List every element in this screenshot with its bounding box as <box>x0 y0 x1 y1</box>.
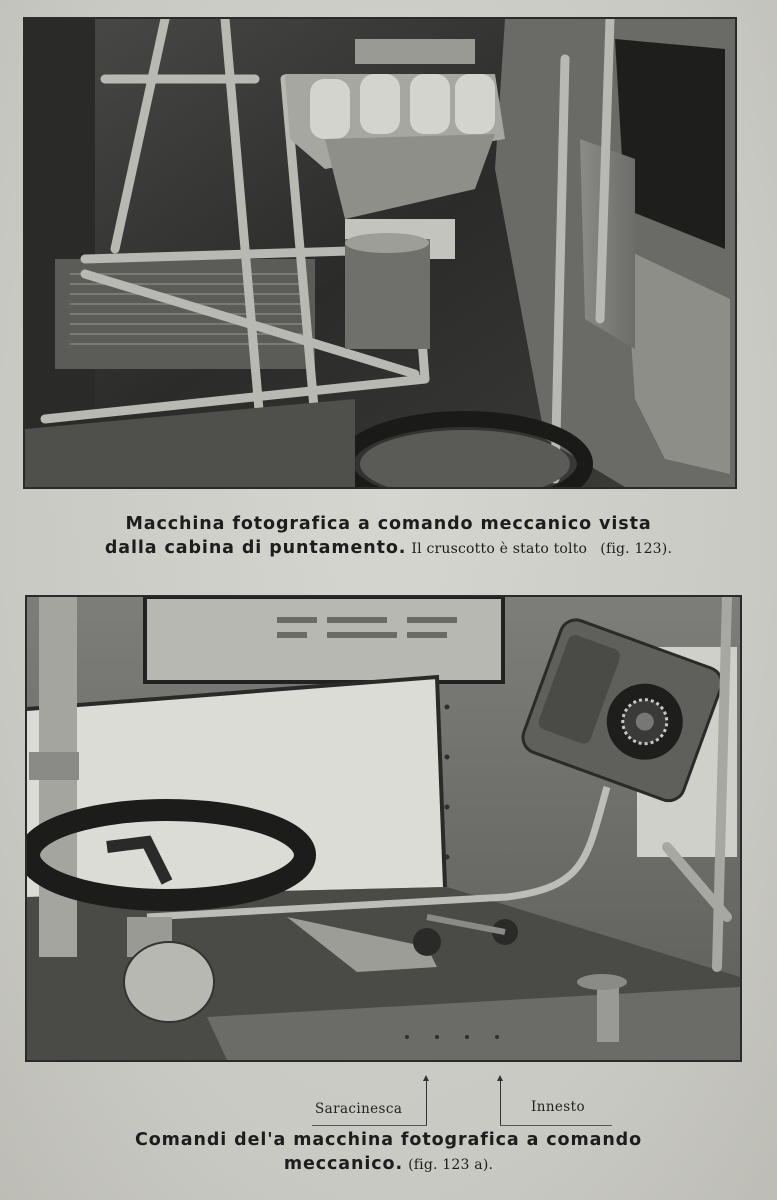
caption-figure-123a <box>0 1128 777 1177</box>
label-saracinesca: Saracinesca <box>315 1101 403 1117</box>
photo-camera-controls-image <box>27 597 740 1060</box>
label-innesto: Innesto <box>531 1099 585 1115</box>
arrow-saracinesca <box>426 1080 427 1126</box>
arrow-innesto <box>500 1080 501 1126</box>
caption-figure-ref: (fig. 123). <box>600 541 673 557</box>
underline-saracinesca <box>312 1125 427 1126</box>
caption-figure-ref: (fig. 123 a). <box>408 1157 494 1173</box>
caption-note: Il cruscotto è stato tolto <box>411 541 588 557</box>
caption-line-1: Comandi del'a macchina fotografica a comando <box>134 1130 643 1150</box>
caption-line-2 <box>0 536 777 561</box>
caption-line-1: Macchina fotografica a comando meccanico vista <box>125 514 652 534</box>
photo-camera-controls <box>25 595 742 1062</box>
caption-figure-123 <box>0 512 777 561</box>
caption-line-2-bold: meccanico. <box>283 1154 404 1174</box>
photo-camera-from-cabin-image <box>25 19 735 487</box>
underline-innesto <box>500 1125 612 1126</box>
caption-line-2 <box>0 1152 777 1177</box>
caption-line-2-bold: dalla cabina di puntamento. <box>104 538 407 558</box>
photo-camera-from-cabin <box>23 17 737 489</box>
